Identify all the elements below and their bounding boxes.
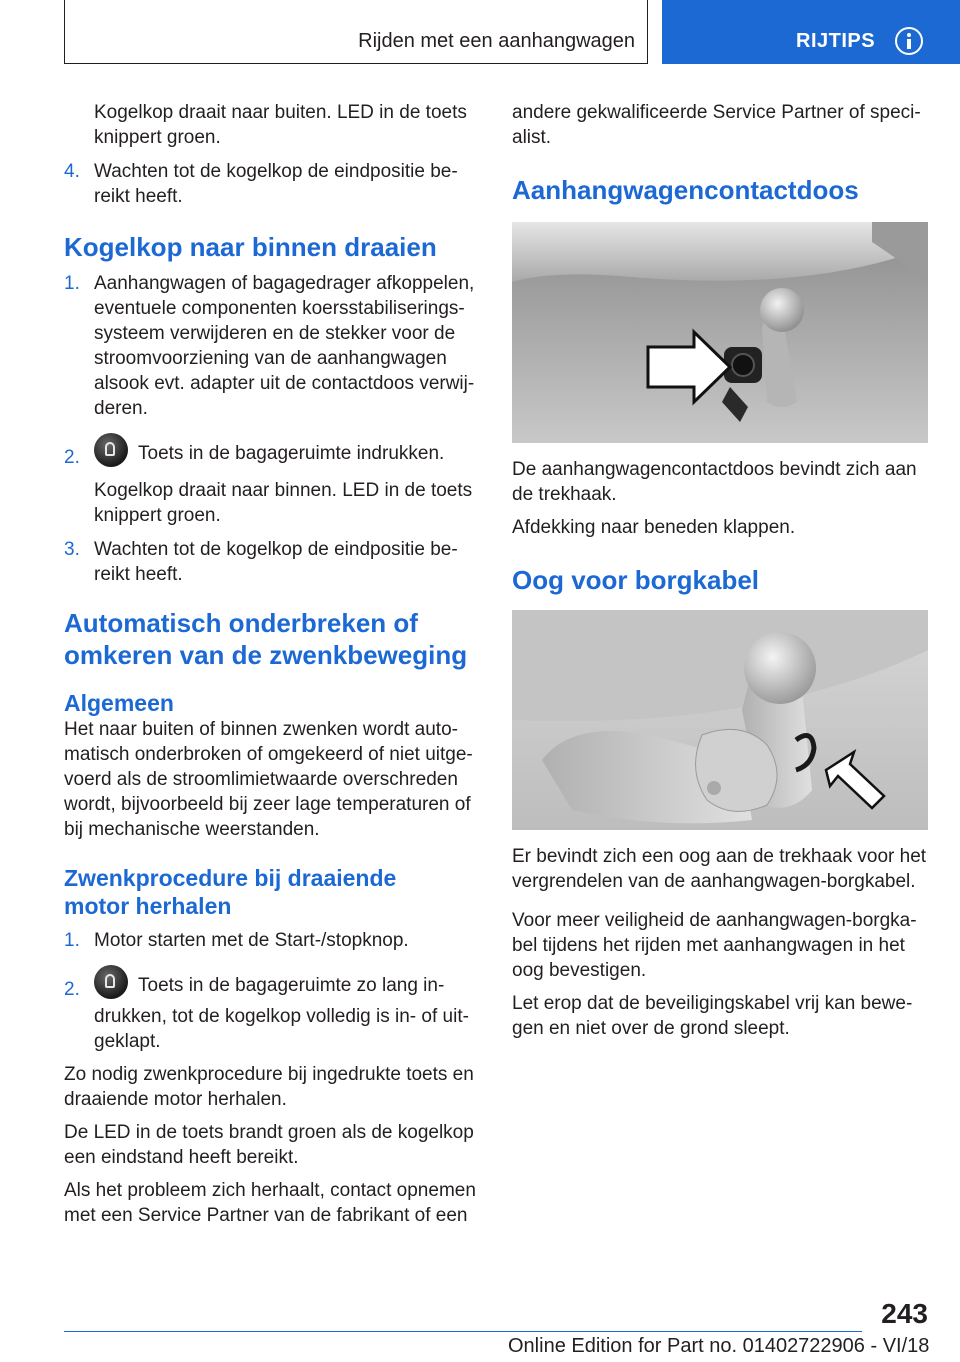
heading-socket: Aanhangwagencontactdoos <box>512 175 859 205</box>
socket-paragraph-1 <box>512 457 930 507</box>
text-line: wordt, bijvoorbeeld bij zeer lage temperaturen of <box>64 794 471 815</box>
text-line: Als het probleem zich herhaalt, contact opnemen <box>64 1180 476 1201</box>
section-title: Rijden met een aanhangwagen <box>358 30 635 52</box>
page-number: 243 <box>881 1298 928 1329</box>
text-line: vergrendelen van de aanhangwagen-borgkabel. <box>512 871 916 892</box>
intro-paragraph <box>64 100 482 150</box>
trunk-button-icon <box>94 433 128 467</box>
step-2-line <box>94 433 482 472</box>
text-line: reikt heeft. <box>94 564 183 585</box>
inwards-step-2 <box>64 433 482 472</box>
heading-algemeen: Algemeen <box>64 690 174 716</box>
text-line: Toets in de bagageruimte zo lang in- <box>138 975 445 996</box>
text-line: Afdekking naar beneden klappen. <box>512 517 796 538</box>
text-line: Kogelkop draait naar binnen. LED in de toets <box>94 480 473 501</box>
text-line: andere gekwalificeerde Service Partner of speci- <box>512 102 921 123</box>
section-header-box <box>64 0 648 64</box>
text-line: De LED in de toets brandt groen als de kogelkop <box>64 1122 474 1143</box>
paragraph <box>64 1178 482 1228</box>
text-line: Het naar buiten of binnen zwenken wordt auto- <box>64 719 458 740</box>
heading-eye: Oog voor borgkabel <box>512 565 760 595</box>
text-line: stroomvoorziening van de aanhangwagen <box>94 348 447 369</box>
eye-illustration <box>512 610 928 830</box>
text-line: met een Service Partner van de fabrikant of een <box>64 1205 468 1226</box>
trunk-button-icon <box>94 965 128 999</box>
text-line: Aanhangwagen of bagagedrager afkoppelen, <box>94 273 475 294</box>
paragraph <box>64 1062 482 1112</box>
text-line: Let erop dat de beveiligingskabel vrij kan bewe- <box>512 993 913 1014</box>
footer-rule <box>64 1331 862 1332</box>
eye-paragraph-3 <box>512 991 930 1041</box>
chapter-tab-label: RIJTIPS <box>796 30 876 52</box>
text-line: matisch onderbroken of omgekeerd of niet uitge- <box>64 744 473 765</box>
text-line: deren. <box>94 398 148 419</box>
heading-repeat <box>64 864 482 920</box>
footer-edition: Online Edition for Part no. 01402722906 - VI/18 <box>508 1335 930 1357</box>
algemeen-paragraph <box>64 717 482 842</box>
step-2-line <box>94 965 482 1004</box>
step-number: 4. <box>64 161 80 182</box>
page-header <box>0 0 960 66</box>
text-line: eventuele componenten koersstabiliserings- <box>94 298 465 319</box>
eye-paragraph-2 <box>512 908 930 983</box>
text-line: bel tijdens het rijden met aanhangwagen in het <box>512 935 905 956</box>
left-column <box>64 100 482 1228</box>
socket-illustration-svg <box>512 222 928 443</box>
text-line: reikt heeft. <box>94 186 183 207</box>
heading-auto <box>64 607 482 671</box>
text-line: alsook evt. adapter uit de contactdoos verwij- <box>94 373 475 394</box>
text-line: Wachten tot de kogelkop de eindpositie be- <box>94 161 458 182</box>
socket-paragraph-2 <box>512 515 930 540</box>
eye-paragraph-1 <box>512 844 930 894</box>
right-column <box>512 100 930 1041</box>
text-line: geklapt. <box>94 1031 161 1052</box>
text-line: systeem verwijderen en de stekker voor de <box>94 323 456 344</box>
text-line: De aanhangwagencontactdoos bevindt zich aan <box>512 459 917 480</box>
heading-line: Automatisch onderbreken of <box>64 608 418 638</box>
socket-illustration <box>512 222 928 443</box>
info-icon <box>895 27 923 55</box>
step-2-text: Toets in de bagageruimte indrukken. <box>138 443 445 464</box>
step-number: 1. <box>64 930 80 951</box>
step-number: 1. <box>64 273 80 294</box>
text-line: Kogelkop draait naar buiten. LED in de toets <box>94 102 467 123</box>
repeat-step-1 <box>64 928 482 953</box>
heading-inwards: Kogelkop naar binnen draaien <box>64 232 437 262</box>
text-line: Er bevindt zich een oog aan de trekhaak voor het <box>512 846 927 867</box>
heading-line: omkeren van de zwenkbeweging <box>64 640 468 670</box>
text-line: oog bevestigen. <box>512 960 647 981</box>
inwards-step-3 <box>64 537 482 587</box>
text-line: bij mechanische weerstanden. <box>64 819 320 840</box>
text-line: voerd als de stroomlimietwaarde overschreden <box>64 769 458 790</box>
continued-paragraph <box>512 100 930 150</box>
text-line: de trekhaak. <box>512 484 617 505</box>
text-line: drukken, tot de kogelkop volledig is in- of uit- <box>94 1006 469 1027</box>
heading-line: motor herhalen <box>64 893 232 919</box>
chapter-tab[interactable] <box>662 0 960 64</box>
step-number: 2. <box>64 447 80 468</box>
text-line: Wachten tot de kogelkop de eindpositie be- <box>94 539 458 560</box>
text-line: alist. <box>512 127 552 148</box>
text-line: knippert groen. <box>94 127 221 148</box>
step-4 <box>64 159 482 209</box>
text-line: Voor meer veiligheid de aanhangwagen-borgka- <box>512 910 917 931</box>
text-line: knippert groen. <box>94 505 221 526</box>
inwards-step-2-result <box>64 478 482 528</box>
inwards-step-1 <box>64 271 482 421</box>
text-line: Motor starten met de Start-/stopknop. <box>94 930 409 951</box>
step-number: 3. <box>64 539 80 560</box>
step-number: 2. <box>64 979 80 1000</box>
text-line: een eindstand heeft bereikt. <box>64 1147 299 1168</box>
text-line: gen en niet over de grond sleept. <box>512 1018 790 1039</box>
repeat-step-2 <box>64 965 482 1054</box>
text-line: draaiende motor herhalen. <box>64 1089 287 1110</box>
eye-illustration-svg <box>512 610 928 830</box>
text-line: Zo nodig zwenkprocedure bij ingedrukte toets en <box>64 1064 474 1085</box>
paragraph <box>64 1120 482 1170</box>
heading-line: Zwenkprocedure bij draaiende <box>64 865 397 891</box>
